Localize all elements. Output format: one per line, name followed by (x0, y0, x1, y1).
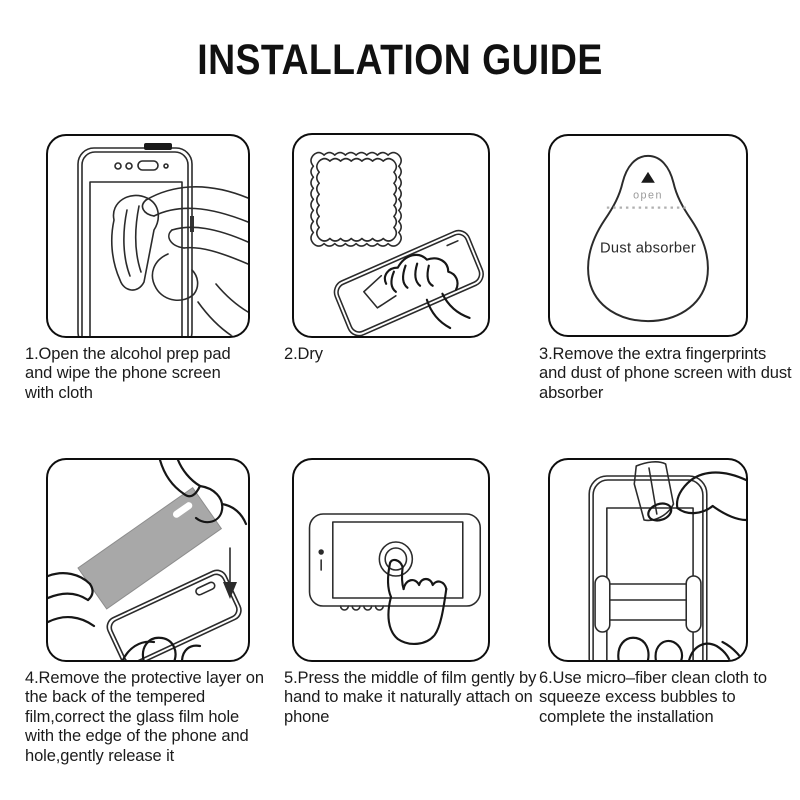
phone-outline (331, 227, 487, 336)
page-title: INSTALLATION GUIDE (197, 36, 603, 84)
step-1-caption: 1.Open the alcohol prep pad and wipe the phone screen with cloth (25, 345, 231, 402)
step-1-illustration-wipe-screen (48, 136, 248, 336)
step-4-illustration-apply-film (48, 460, 248, 660)
step-5-illustration-press-middle (294, 460, 488, 660)
dust-absorber-label: Dust absorber (599, 240, 697, 257)
cleaning-cloth (112, 195, 159, 290)
drying-hand (385, 255, 470, 328)
step-3-illustration-dust-absorber (550, 136, 746, 335)
step-6-panel (548, 458, 748, 662)
open-label: open (633, 189, 663, 202)
step-1-panel (46, 134, 250, 338)
left-hand (48, 573, 94, 626)
step-4-caption: 4.Remove the protective layer on the back of the tempered film,correct the glass film hole with the edge of the phone and hole,gently release it (25, 669, 264, 765)
phone-outline (310, 514, 481, 610)
step-6-caption: 6.Use micro–fiber clean cloth to squeeze excess bubbles to complete the installation (539, 669, 767, 726)
step-5-panel (292, 458, 490, 662)
step-4-panel (46, 458, 250, 662)
step-2-caption: 2.Dry (284, 345, 323, 363)
microfiber-cloth (311, 153, 401, 246)
step-5-caption: 5.Press the middle of film gently by hand to make it naturally attach on phone (284, 669, 537, 726)
pressing-hand (388, 560, 446, 644)
step-2-illustration-dry (294, 135, 488, 336)
squeegee-band (595, 576, 701, 632)
step-2-panel (292, 133, 490, 338)
tempered-film (78, 488, 221, 609)
open-arrow-icon (641, 172, 655, 183)
wiping-hand (143, 187, 248, 336)
phone-outline (589, 476, 707, 660)
step-6-illustration-squeeze-bubbles (550, 460, 746, 660)
cloth-piece (634, 462, 673, 521)
phone-top-tab (144, 143, 172, 150)
lower-hand (618, 638, 746, 660)
step-3-panel (548, 134, 748, 337)
step-3-caption: 3.Remove the extra fingerprints and dust of phone screen with dust absorber (539, 345, 792, 402)
